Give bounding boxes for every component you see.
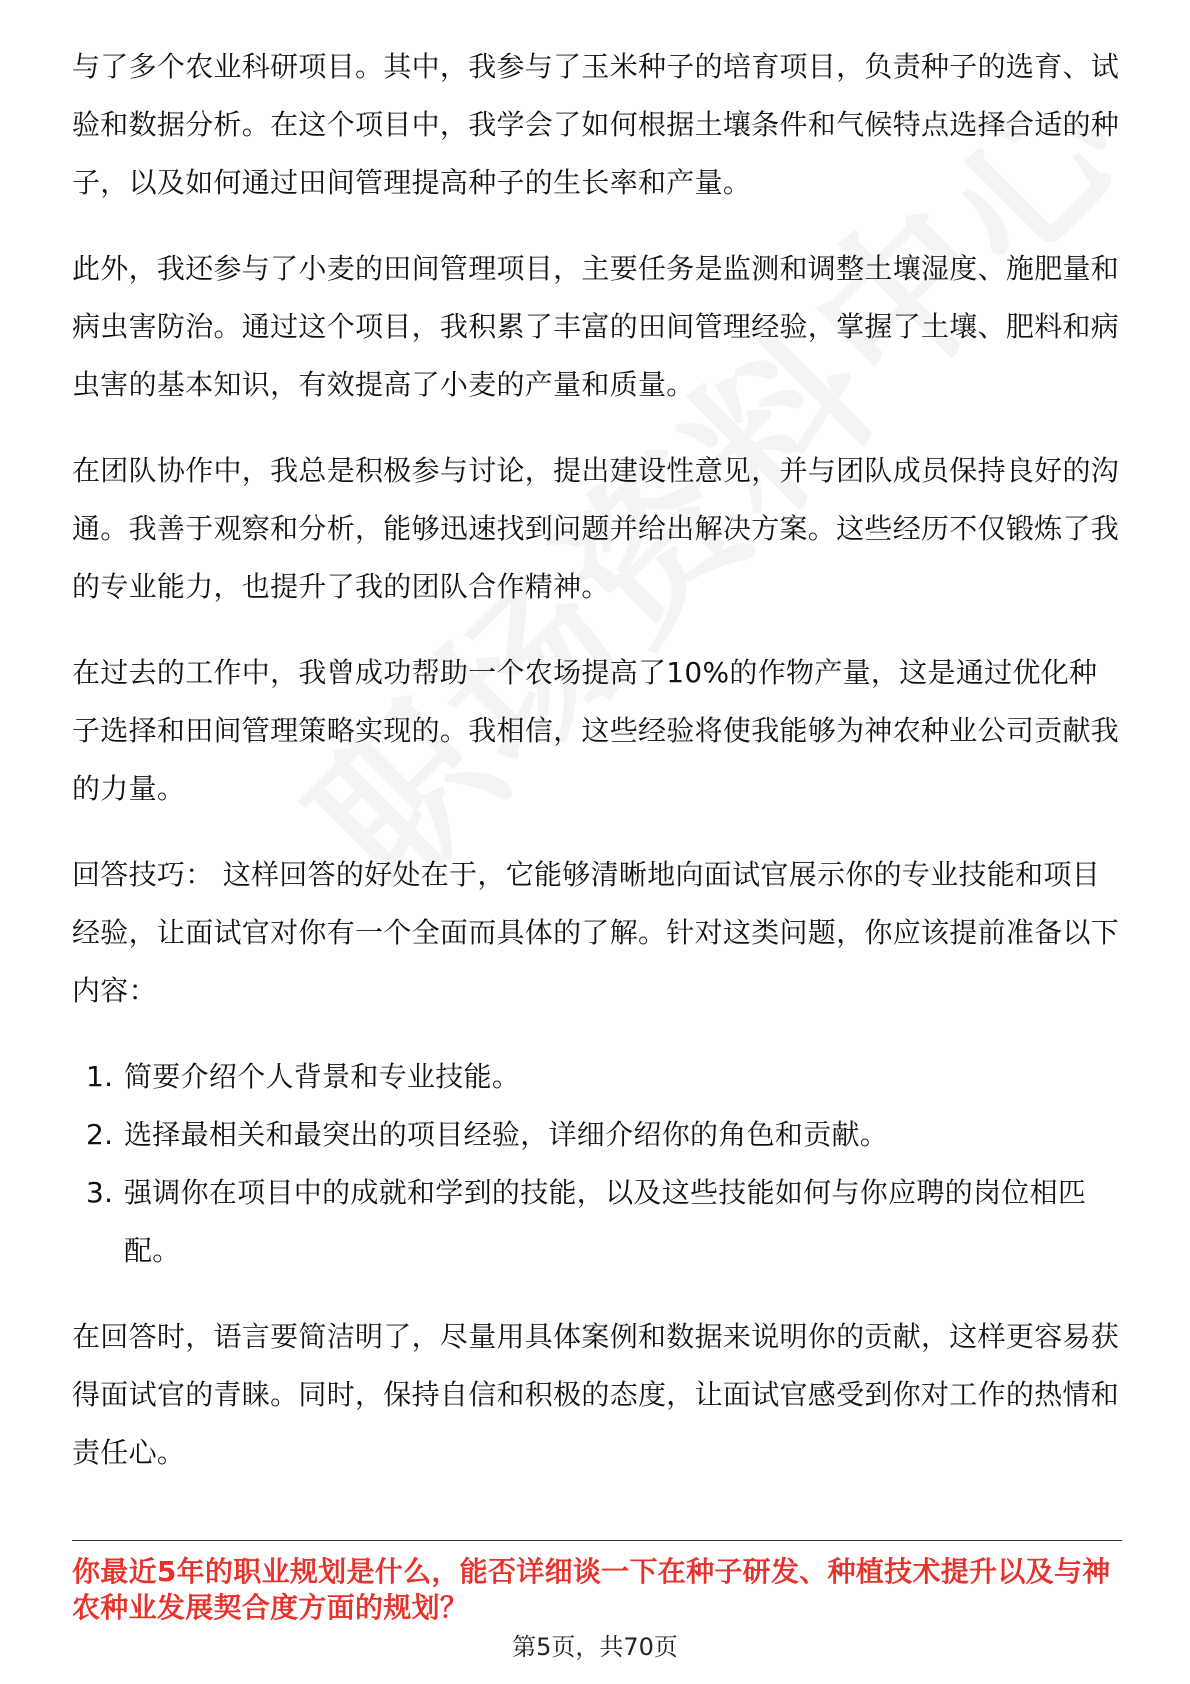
next-question-heading: 你最近5年的职业规划是什么，能否详细谈一下在种子研发、种植技术提升以及与神农种业发展契合度方面的规划？ <box>72 1555 1111 1624</box>
list-item-text: 简要介绍个人背景和专业技能。 <box>124 1060 521 1093</box>
list-item-number: 1. <box>86 1060 114 1093</box>
list-item-text: 选择最相关和最突出的项目经验，详细介绍你的角色和贡献。 <box>124 1118 889 1151</box>
list-item-number: 3. <box>86 1176 114 1209</box>
paragraph-closing-advice: 在回答时，语言要简洁明了，尽量用具体案例和数据来说明你的贡献，这样更容易获得面试官的青睐。同时，保持自信和积极的态度，让面试官感受到你对工作的热情和责任心。 <box>72 1320 1120 1469</box>
list-item <box>72 1106 1122 1164</box>
paragraph-project-experience: 与了多个农业科研项目。其中，我参与了玉米种子的培育项目，负责种子的选育、试验和数据分析。在这个项目中，我学会了如何根据土壤条件和气候特点选择合适的种子，以及如何通过田间管理提高种子的生长率和产量。 <box>72 50 1120 199</box>
page-number-footer: 第5页，共70页 <box>512 1633 678 1661</box>
paragraph-teamwork: 在团队协作中，我总是积极参与讨论，提出建设性意见，并与团队成员保持良好的沟通。我善于观察和分析，能够迅速找到问题并给出解决方案。这些经历不仅锻炼了我的专业能力，也提升了我的团队合作精神。 <box>72 454 1120 603</box>
page-content <box>72 38 1122 1510</box>
list-item-number: 2. <box>86 1118 114 1151</box>
paragraph-answer-tips: 回答技巧： 这样回答的好处在于，它能够清晰地向面试官展示你的专业技能和项目经验，让面试官对你有一个全面而具体的了解。针对这类问题，你应该提前准备以下内容： <box>72 858 1120 1007</box>
list-item <box>72 1048 1122 1106</box>
paragraph-achievement: 在过去的工作中，我曾成功帮助一个农场提高了10%的作物产量，这是通过优化种子选择和田间管理策略实现的。我相信，这些经验将使我能够为神农种业公司贡献我的力量。 <box>72 656 1120 805</box>
tips-list <box>72 1048 1122 1280</box>
list-item-text: 强调你在项目中的成就和学到的技能，以及这些技能如何与你应聘的岗位相匹配。 <box>124 1176 1087 1267</box>
section-divider <box>72 1540 1122 1541</box>
list-item <box>72 1164 1122 1280</box>
paragraph-wheat-project: 此外，我还参与了小麦的田间管理项目，主要任务是监测和调整土壤湿度、施肥量和病虫害防治。通过这个项目，我积累了丰富的田间管理经验，掌握了土壤、肥料和病虫害的基本知识，有效提高了小麦的产量和质量。 <box>72 252 1120 401</box>
